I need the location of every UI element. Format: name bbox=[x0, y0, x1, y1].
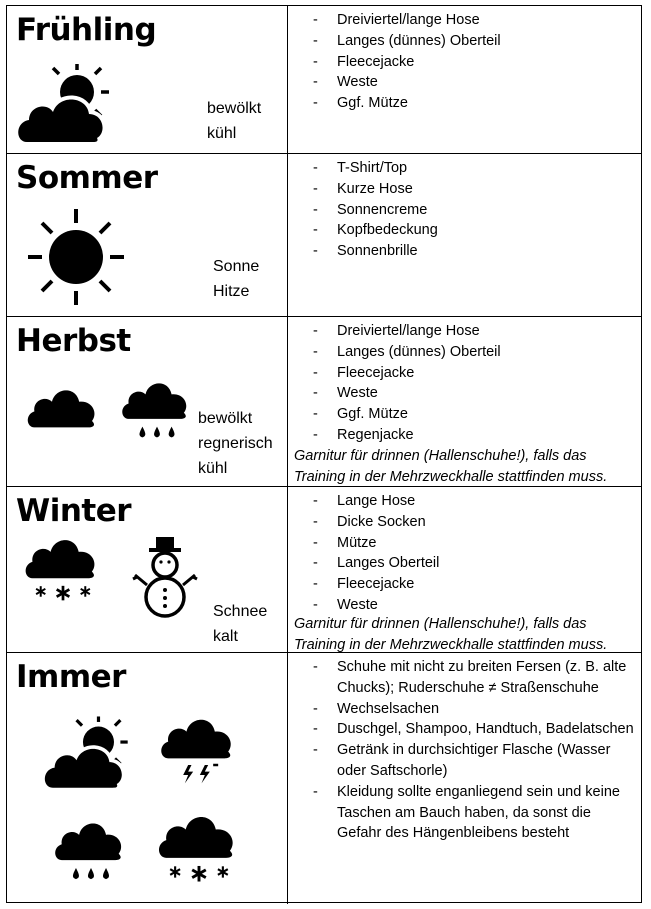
list-item: - Kleidung sollte enganliegend sein und keine Taschen am Bauch haben, da sonst die Gefahr des Hängenbleibens besteht bbox=[292, 782, 637, 844]
rain-cloud-icon bbox=[124, 379, 190, 445]
list-item: - Weste bbox=[292, 72, 637, 93]
rain-cloud-icon bbox=[57, 819, 125, 887]
list-item: - Langes (dünnes) Oberteil bbox=[292, 31, 637, 52]
clothing-list bbox=[292, 321, 637, 446]
weather-line: bewölkt bbox=[198, 410, 253, 427]
weather-line: Hitze bbox=[213, 283, 250, 300]
weather-text bbox=[213, 599, 267, 649]
snow-cloud-icon bbox=[161, 813, 237, 885]
weather-line: kühl bbox=[198, 460, 228, 477]
weather-text bbox=[207, 96, 261, 146]
list-item: - Wechselsachen bbox=[292, 699, 637, 720]
list-item: - Sonnencreme bbox=[292, 200, 637, 221]
list-item: - Mütze bbox=[292, 533, 637, 554]
list-item: - Kurze Hose bbox=[292, 179, 637, 200]
weather-line: bewölkt bbox=[207, 100, 262, 117]
weather-line: kalt bbox=[213, 628, 238, 645]
season-title: Sommer bbox=[16, 160, 158, 196]
clothing-list bbox=[292, 158, 637, 262]
list-item: - Dreiviertel/lange Hose bbox=[292, 321, 637, 342]
indoor-note: Garnitur für drinnen (Hallenschuhe!), falls das Training in der Mehrzweckhalle stattfinden muss. bbox=[294, 616, 608, 653]
list-item: - T-Shirt/Top bbox=[292, 158, 637, 179]
partly-cloudy-icon bbox=[47, 711, 139, 795]
cloud-icon bbox=[21, 381, 107, 429]
row-herbst bbox=[7, 317, 641, 487]
list-item: - Dicke Socken bbox=[292, 512, 637, 533]
list-item: - Langes (dünnes) Oberteil bbox=[292, 342, 637, 363]
row-immer bbox=[7, 653, 641, 904]
weather-text bbox=[213, 254, 259, 304]
list-item: - Ggf. Mütze bbox=[292, 93, 637, 114]
list-item: - Fleecejacke bbox=[292, 574, 637, 595]
season-title: Winter bbox=[16, 493, 132, 529]
season-title: Herbst bbox=[16, 323, 131, 359]
list-item: - Fleecejacke bbox=[292, 52, 637, 73]
list-item: - Langes Oberteil bbox=[292, 553, 637, 574]
partly-cloudy-icon bbox=[21, 58, 121, 150]
list-item: - Regenjacke bbox=[292, 425, 637, 446]
weather-line: regnerisch bbox=[198, 435, 273, 452]
row-sommer bbox=[7, 154, 641, 317]
snowman-icon bbox=[129, 535, 205, 625]
clothing-list bbox=[292, 10, 637, 114]
list-item: - Weste bbox=[292, 595, 637, 616]
snow-cloud-icon bbox=[27, 537, 99, 603]
row-winter bbox=[7, 487, 641, 653]
list-item: - Lange Hose bbox=[292, 491, 637, 512]
weather-line: Schnee bbox=[213, 603, 268, 620]
weather-line: Sonne bbox=[213, 258, 260, 275]
row-fruehling bbox=[7, 6, 641, 154]
thunderstorm-icon bbox=[163, 715, 235, 785]
weather-text bbox=[198, 406, 273, 481]
list-item: - Ggf. Mütze bbox=[292, 404, 637, 425]
weather-line: kühl bbox=[207, 125, 237, 142]
list-item: - Sonnenbrille bbox=[292, 241, 637, 262]
list-item: - Dreiviertel/lange Hose bbox=[292, 10, 637, 31]
list-item: - Schuhe mit nicht zu breiten Fersen (z. B. alte Chucks); Ruderschuhe ≠ Straßenschuhe bbox=[292, 657, 637, 699]
list-item: - Kopfbedeckung bbox=[292, 220, 637, 241]
clothing-list bbox=[292, 657, 637, 844]
list-item: - Getränk in durchsichtiger Flasche (Wasser oder Saftschorle) bbox=[292, 740, 637, 782]
list-item: - Duschgel, Shampoo, Handtuch, Badelatschen bbox=[292, 719, 637, 740]
list-item: - Weste bbox=[292, 383, 637, 404]
clothing-list bbox=[292, 491, 637, 616]
clothing-table bbox=[6, 5, 642, 903]
indoor-note: Garnitur für drinnen (Hallenschuhe!), falls das Training in der Mehrzweckhalle stattfinden muss. bbox=[294, 448, 608, 485]
season-title: Immer bbox=[16, 659, 126, 695]
season-title: Frühling bbox=[16, 12, 157, 48]
list-item: - Fleecejacke bbox=[292, 363, 637, 384]
sun-icon bbox=[21, 202, 131, 312]
